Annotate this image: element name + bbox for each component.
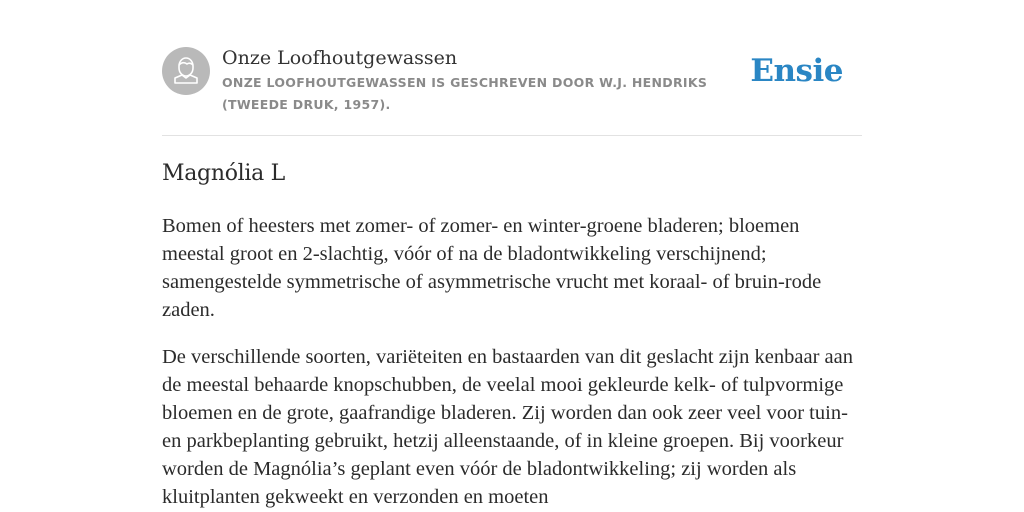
entry-content [162,158,862,511]
user-icon [162,47,210,95]
book-header [162,46,862,135]
brand-logo[interactable]: Ensie [750,53,843,89]
entry-paragraph: Bomen of heesters met zomer- of zomer- en winter-groene bladeren; bloemen meestal groot en 2-slachtig, vóór of na de bladontwikkeling verschijnend; samengestelde symmetrische of asymmetrische vrucht met koraal- of bruin-rode zaden. [162,215,822,321]
book-subtitle: ONZE LOOFHOUTGEWASSEN IS GESCHREVEN DOOR W.J. HENDRIKS (TWEEDE DRUK, 1957). [222,75,708,112]
book-title[interactable]: Onze Loofhoutgewassen [222,47,458,69]
entry-title: Magnólia L [162,161,285,186]
entry-paragraph: De verschillende soorten, variëteiten en bastaarden van dit geslacht zijn kenbaar aan de meestal behaarde knopschubben, de veelal mooi gekleurde kelk- of tulpvormige bloemen en de grote, gaafrandige bladeren. Zij worden dan ook zeer veel voor tuin- en parkbeplanting gebruikt, hetzij alleenstaande, of in kleine groepen. Bij voorkeur worden de Magnólia’s geplant even vóór de bladontwikkeling; zij worden als kluitplanten gekweekt en verzonden en moeten [162,346,854,508]
header-divider [162,135,862,136]
